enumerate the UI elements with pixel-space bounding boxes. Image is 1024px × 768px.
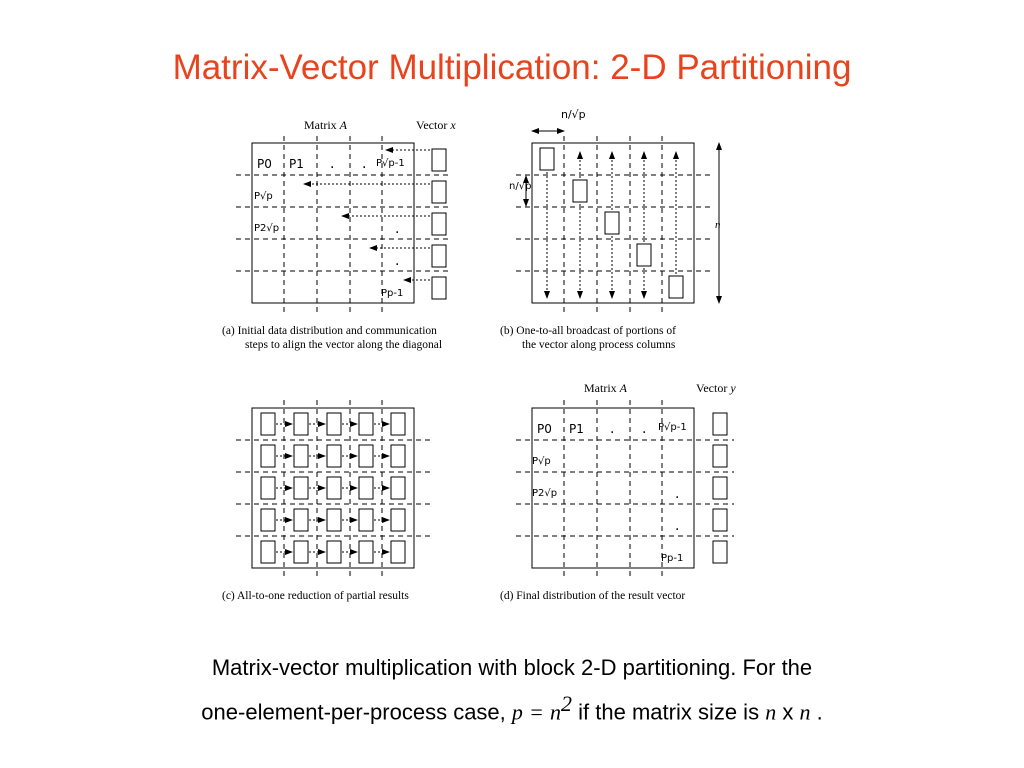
- caption-period: .: [816, 699, 823, 725]
- panel-a-matrix-header: Matrix A: [304, 118, 348, 132]
- panel-d-label-p1: P1: [569, 422, 584, 436]
- panel-a-dot: .: [395, 253, 400, 269]
- panel-a-align-arrows: [304, 150, 430, 280]
- partial-result-block: [294, 445, 308, 467]
- math-n: n: [799, 699, 811, 725]
- partial-result-block: [261, 477, 275, 499]
- panel-a-label-p0: P0: [257, 157, 272, 171]
- panel-a-dot: .: [395, 221, 400, 237]
- math-times: x: [782, 699, 794, 725]
- partial-result-block: [294, 541, 308, 563]
- partial-result-block: [359, 509, 373, 531]
- math-p: p: [511, 699, 523, 725]
- panel-d-dot: .: [642, 421, 647, 437]
- panel-b-caption-line2: the vector along process columns: [522, 339, 676, 351]
- partial-result-block: [261, 509, 275, 531]
- partial-result-block: [327, 477, 341, 499]
- panel-a: [222, 118, 456, 351]
- math-n: n: [550, 699, 562, 725]
- panel-a-caption-line2: steps to align the vector along the diagonal: [245, 339, 443, 351]
- panel-d-label-p-sqrtp-minus-1: P√p-1: [658, 422, 687, 433]
- panel-d-dot: .: [610, 421, 615, 437]
- partial-result-block: [391, 509, 405, 531]
- panel-d-vector-y: [713, 413, 727, 563]
- slide-caption: [0, 650, 1024, 730]
- panel-d-dot: .: [675, 486, 680, 502]
- panel-a-label-p1: P1: [289, 157, 304, 171]
- partial-result-block: [294, 413, 308, 435]
- caption-text: one-element-per-process case,: [201, 699, 506, 725]
- panel-d-matrix-header: Matrix A: [584, 381, 628, 395]
- panel-c-caption-line1: (c) All-to-one reduction of partial results: [222, 590, 409, 602]
- panel-a-label-p-p-minus-1: Pp-1: [381, 288, 404, 299]
- partial-result-block: [391, 541, 405, 563]
- partial-result-block: [359, 445, 373, 467]
- panel-a-vector-x: [432, 149, 446, 299]
- caption-line-1: Matrix-vector multiplication with block 2-D partitioning. For the: [211, 655, 813, 680]
- partial-result-block: [391, 477, 405, 499]
- panel-d-dot: .: [675, 518, 680, 534]
- partial-result-block: [391, 413, 405, 435]
- panel-c: [222, 400, 430, 602]
- partial-result-block: [294, 477, 308, 499]
- partial-result-block: [327, 445, 341, 467]
- caption-text: if the matrix size is: [578, 699, 760, 725]
- partial-result-block: [294, 509, 308, 531]
- partial-result-block: [359, 477, 373, 499]
- panel-b-dim-top: n/√p: [561, 108, 586, 121]
- math-exponent: 2: [561, 691, 573, 716]
- panel-b-caption-line1: (b) One-to-all broadcast of portions of: [500, 325, 676, 337]
- panel-a-vector-header: Vector x: [416, 118, 456, 132]
- panel-d-caption-line1: (d) Final distribution of the result vector: [500, 590, 686, 602]
- panel-a-dot: .: [362, 156, 367, 172]
- panel-b-dim-right: n: [715, 219, 721, 231]
- panel-b-dim-left: n/√p: [509, 181, 532, 192]
- panel-d-label-p0: P0: [537, 422, 552, 436]
- panel-d-label-p-2sqrtp: P2√p: [532, 488, 558, 499]
- page-title: Matrix-Vector Multiplication: 2-D Partitioning: [172, 48, 852, 87]
- panel-d-label-p-p-minus-1: Pp-1: [661, 553, 684, 564]
- partial-result-block: [261, 413, 275, 435]
- caption-line-2: [0, 686, 1024, 730]
- partial-result-block: [359, 541, 373, 563]
- panel-d-label-p-sqrtp: P√p: [532, 456, 551, 467]
- panel-a-label-p-2sqrtp: P2√p: [254, 223, 280, 234]
- partial-result-block: [327, 413, 341, 435]
- panel-a-label-p-sqrtp-minus-1: P√p-1: [376, 158, 405, 169]
- math-n: n: [765, 699, 777, 725]
- panel-b: [500, 108, 721, 351]
- panel-d: [500, 381, 736, 602]
- panel-a-dot: .: [330, 156, 335, 172]
- partial-result-block: [261, 541, 275, 563]
- partial-result-block: [391, 445, 405, 467]
- panel-a-caption-line1: (a) Initial data distribution and communication: [222, 325, 437, 337]
- partial-result-block: [359, 413, 373, 435]
- panel-c-partial-result-blocks: [261, 413, 405, 563]
- math-equals: =: [529, 699, 544, 725]
- panel-a-label-p-sqrtp: P√p: [254, 191, 273, 202]
- panel-d-vector-header: Vector y: [696, 381, 736, 395]
- partial-result-block: [261, 445, 275, 467]
- partial-result-block: [327, 509, 341, 531]
- partial-result-block: [327, 541, 341, 563]
